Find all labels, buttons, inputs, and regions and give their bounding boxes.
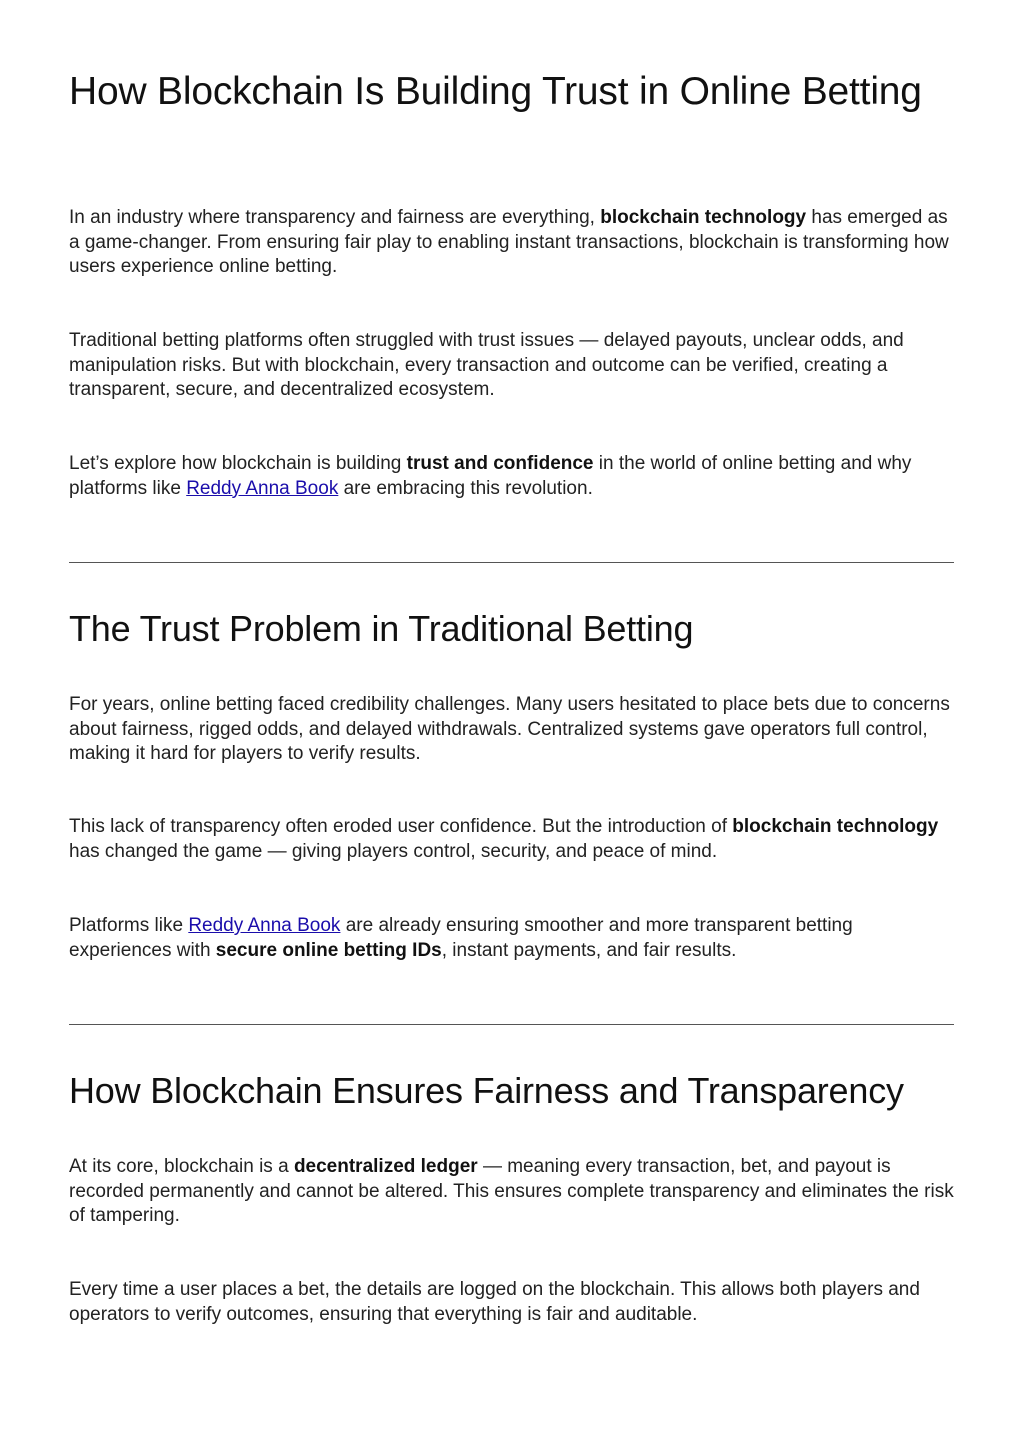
bold-text: decentralized ledger: [293, 1156, 478, 1177]
section-divider: [69, 1024, 954, 1025]
section-heading-fairness: How Blockchain Ensures Fairness and Transparency: [69, 1070, 904, 1111]
bold-text: trust and confidence: [406, 453, 594, 474]
section-heading-trust-problem: The Trust Problem in Traditional Betting: [69, 608, 694, 649]
bold-text: blockchain technology: [600, 207, 807, 228]
bold-text: blockchain technology: [732, 816, 939, 837]
intro-paragraph-1: In an industry where transparency and fairness are everything, blockchain technology has emerged as a game-changer. From ensuring fair play to enabling instant transactions, blockchain is transforming how users experience online betting.: [69, 207, 949, 277]
section1-paragraph-3: Platforms like Reddy Anna Book are already ensuring smoother and more transparent betting experiences with secure online betting IDs, instant payments, and fair results.: [69, 915, 853, 961]
section1-paragraph-2: This lack of transparency often eroded user confidence. But the introduction of blockchain technology has changed the game — giving players control, security, and peace of mind.: [69, 816, 939, 862]
intro-paragraph-3: Let’s explore how blockchain is building trust and confidence in the world of online betting and why platforms like Reddy Anna Book are embracing this revolution.: [69, 453, 912, 499]
section2-paragraph-2: Every time a user places a bet, the details are logged on the blockchain. This allows both players and operators to verify outcomes, ensuring that everything is fair and auditable.: [69, 1279, 920, 1325]
reddy-anna-book-link[interactable]: Reddy Anna Book: [188, 915, 341, 936]
intro-paragraph-2: Traditional betting platforms often struggled with trust issues — delayed payouts, unclear odds, and manipulation risks. But with blockchain, every transaction and outcome can be verified, creating a transparent, secure, and decentralized ecosystem.: [69, 330, 904, 400]
page-title: How Blockchain Is Building Trust in Online Betting: [69, 70, 922, 113]
bold-text: secure online betting IDs: [215, 939, 442, 961]
section-divider: [69, 562, 954, 563]
section1-paragraph-1: For years, online betting faced credibility challenges. Many users hesitated to place bets due to concerns about fairness, rigged odds, and delayed withdrawals. Centralized systems gave operators full control, making it hard for players to verify results.: [69, 694, 950, 764]
section2-paragraph-1: At its core, blockchain is a decentralized ledger — meaning every transaction, bet, and payout is recorded permanently and cannot be altered. This ensures complete transparency and eliminates the risk of tampering.: [69, 1156, 954, 1226]
reddy-anna-book-link[interactable]: Reddy Anna Book: [186, 477, 339, 499]
